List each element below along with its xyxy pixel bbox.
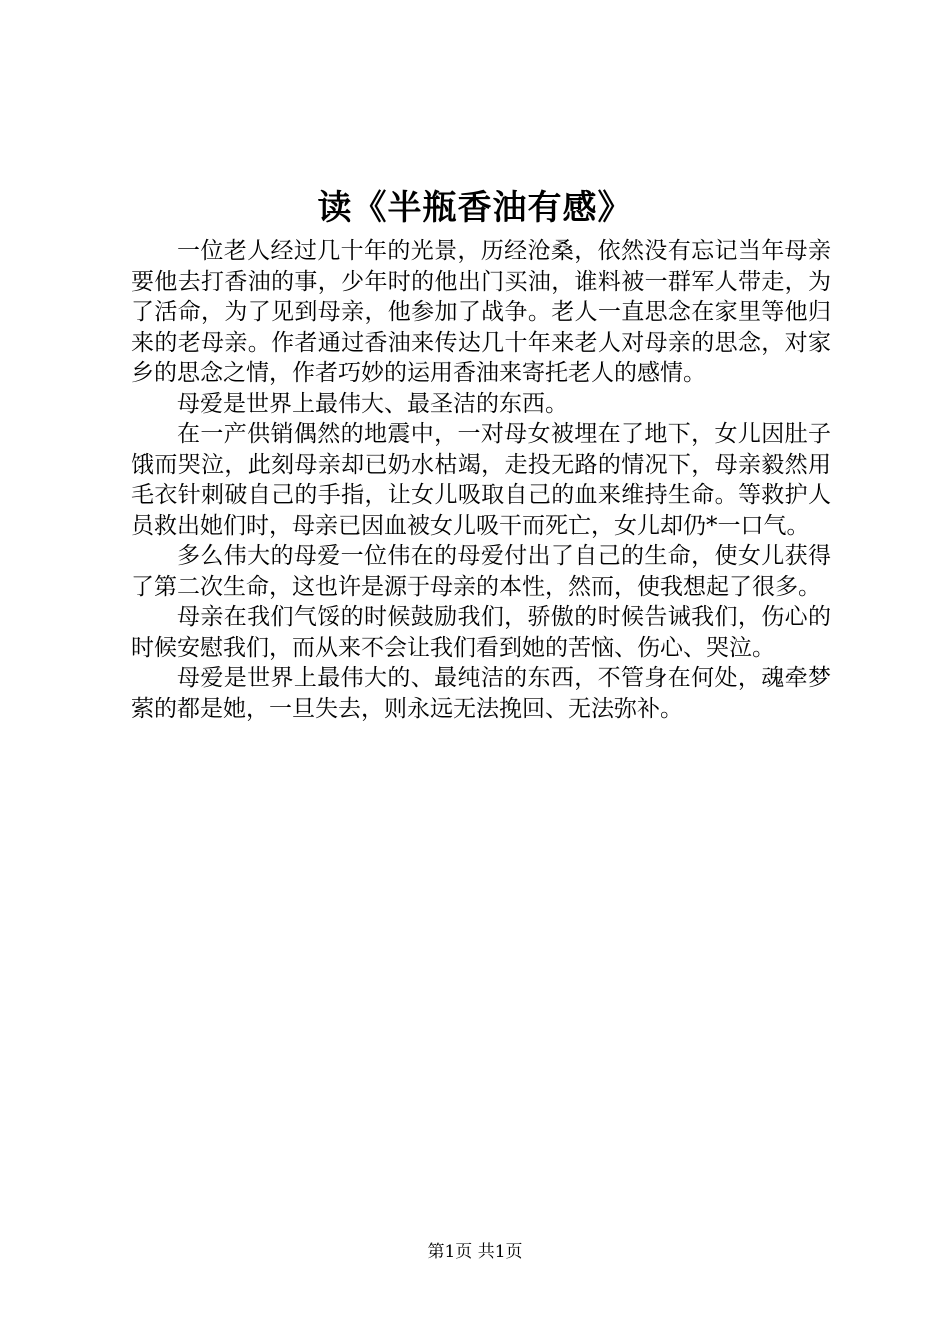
paragraph-3: 在一产供销偶然的地震中，一对母女被埋在了地下，女儿因肚子饿而哭泣，此刻母亲却已奶水枯竭，走投无路的情况下，母亲毅然用毛衣针刺破自己的手指，让女儿吸取自己的血来维持生命。等救护人员救出她们时，母亲已因血被女儿吸干而死亡，女儿却仍*一口气。 [131, 421, 831, 539]
page-footer: 第1页 共1页 [427, 1242, 523, 1262]
document-body [131, 236, 831, 724]
paragraph-5: 母亲在我们气馁的时候鼓励我们，骄傲的时候告诫我们，伤心的时候安慰我们，而从来不会让我们看到她的苦恼、伤心、哭泣。 [131, 604, 831, 661]
document-title: 读《半瓶香油有感》 [317, 188, 633, 228]
paragraph-6: 母爱是世界上最伟大的、最纯洁的东西，不管身在何处，魂牵梦萦的都是她，一旦失去，则永远无法挽回、无法弥补。 [131, 665, 831, 722]
paragraph-4: 多么伟大的母爱一位伟在的母爱付出了自己的生命，使女儿获得了第二次生命，这也许是源于母亲的本性，然而，使我想起了很多。 [131, 543, 831, 600]
paragraph-1: 一位老人经过几十年的光景，历经沧桑，依然没有忘记当年母亲要他去打香油的事，少年时的他出门买油，谁料被一群军人带走，为了活命，为了见到母亲，他参加了战争。老人一直思念在家里等他归来的老母亲。作者通过香油来传达几十年来老人对母亲的思念，对家乡的思念之情，作者巧妙的运用香油来寄托老人的感情。 [131, 238, 831, 386]
paragraph-2: 母爱是世界上最伟大、最圣洁的东西。 [177, 390, 568, 417]
